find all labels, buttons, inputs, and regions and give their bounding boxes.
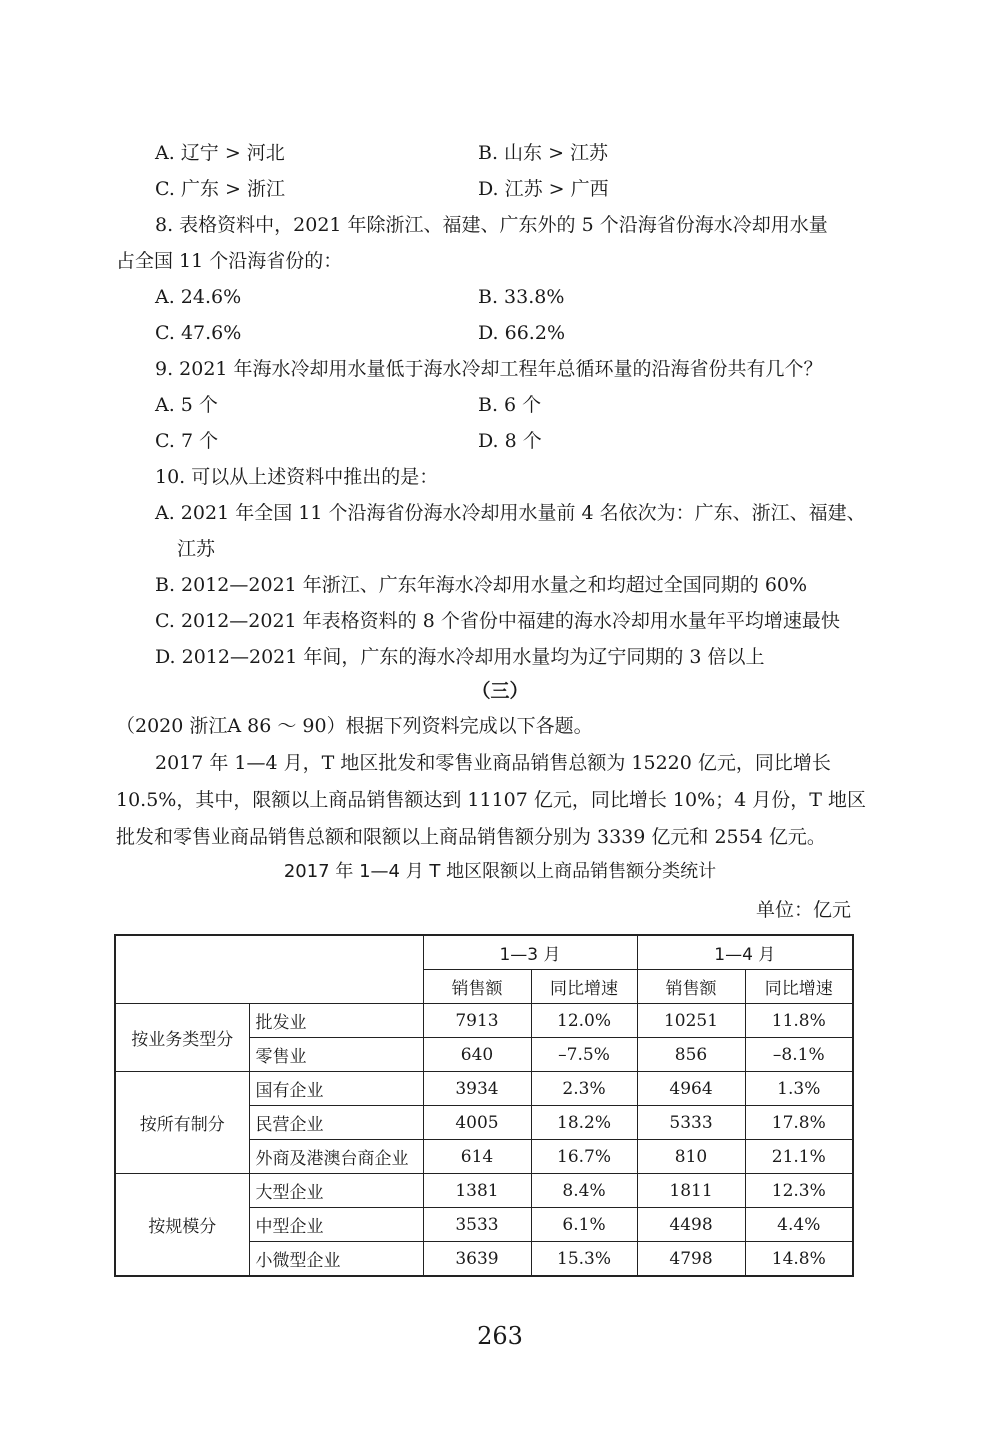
cell-growth-q1: 6.1% bbox=[531, 1208, 637, 1242]
q10-option-d: D. 2012—2021 年间，广东的海水冷却用水量均为辽宁同期的 3 倍以上 bbox=[155, 646, 765, 668]
cell-sales-q1: 4005 bbox=[423, 1106, 531, 1140]
q7-option-d: D. 江苏 > 广西 bbox=[478, 178, 609, 200]
q10-option-c: C. 2012—2021 年表格资料的 8 个省份中福建的海水冷却用水量年平均增速最快 bbox=[155, 610, 840, 632]
header-growth: 同比增速 bbox=[745, 970, 853, 1004]
cell-growth-apr: –8.1% bbox=[745, 1038, 853, 1072]
table-unit: 单位：亿元 bbox=[755, 899, 851, 921]
row-label: 国有企业 bbox=[249, 1072, 423, 1106]
group-label: 按规模分 bbox=[115, 1174, 249, 1277]
cell-sales-q1: 3533 bbox=[423, 1208, 531, 1242]
cell-growth-apr: 14.8% bbox=[745, 1242, 853, 1277]
q10-option-a-line2: 江苏 bbox=[177, 538, 216, 560]
cell-growth-q1: 8.4% bbox=[531, 1174, 637, 1208]
header-sales: 销售额 bbox=[637, 970, 745, 1004]
row-label: 外商及港澳台商企业 bbox=[249, 1140, 423, 1174]
cell-sales-apr: 5333 bbox=[637, 1106, 745, 1140]
cell-sales-apr: 4964 bbox=[637, 1072, 745, 1106]
q9-option-d: D. 8 个 bbox=[478, 430, 542, 452]
cell-growth-q1: 15.3% bbox=[531, 1242, 637, 1277]
q9-option-a: A. 5 个 bbox=[155, 394, 218, 416]
cell-sales-apr: 4498 bbox=[637, 1208, 745, 1242]
q8-stem-line1: 8. 表格资料中，2021 年除浙江、福建、广东外的 5 个沿海省份海水冷却用水量 bbox=[155, 214, 828, 236]
q10-option-b: B. 2012—2021 年浙江、广东年海水冷却用水量之和均超过全国同期的 60% bbox=[155, 574, 808, 596]
page-number: 263 bbox=[477, 1322, 523, 1350]
cell-growth-apr: 11.8% bbox=[745, 1004, 853, 1038]
section-heading: （三） bbox=[471, 680, 529, 702]
cell-growth-q1: 18.2% bbox=[531, 1106, 637, 1140]
cell-growth-q1: 16.7% bbox=[531, 1140, 637, 1174]
cell-sales-apr: 810 bbox=[637, 1140, 745, 1174]
row-label: 小微型企业 bbox=[249, 1242, 423, 1277]
q7-option-b: B. 山东 > 江苏 bbox=[478, 142, 609, 164]
header-sales: 销售额 bbox=[423, 970, 531, 1004]
q9-option-b: B. 6 个 bbox=[478, 394, 542, 416]
q8-option-c: C. 47.6% bbox=[155, 322, 242, 344]
header-period-1-4: 1—4 月 bbox=[637, 935, 853, 970]
row-label: 零售业 bbox=[249, 1038, 423, 1072]
table-corner bbox=[115, 935, 423, 1004]
q9-stem: 9. 2021 年海水冷却用水量低于海水冷却工程年总循环量的沿海省份共有几个？ bbox=[155, 358, 823, 380]
header-growth: 同比增速 bbox=[531, 970, 637, 1004]
cell-sales-q1: 3934 bbox=[423, 1072, 531, 1106]
cell-sales-q1: 640 bbox=[423, 1038, 531, 1072]
section-para-line2: 10.5%，其中，限额以上商品销售额达到 11107 亿元，同比增长 10%；4 月份，T 地区 bbox=[116, 789, 866, 811]
cell-sales-q1: 7913 bbox=[423, 1004, 531, 1038]
q8-stem-line2: 占全国 11 个沿海省份的： bbox=[116, 250, 343, 272]
cell-growth-q1: –7.5% bbox=[531, 1038, 637, 1072]
q10-option-a-line1: A. 2021 年全国 11 个沿海省份海水冷却用水量前 4 名依次为：广东、浙江、福建、 bbox=[155, 502, 866, 524]
q8-option-a: A. 24.6% bbox=[155, 286, 242, 308]
row-label: 中型企业 bbox=[249, 1208, 423, 1242]
row-label: 民营企业 bbox=[249, 1106, 423, 1140]
cell-sales-q1: 3639 bbox=[423, 1242, 531, 1277]
q7-option-a: A. 辽宁 > 河北 bbox=[155, 142, 285, 164]
cell-sales-apr: 4798 bbox=[637, 1242, 745, 1277]
cell-sales-apr: 10251 bbox=[637, 1004, 745, 1038]
sales-table bbox=[114, 934, 854, 1277]
section-para-line1: 2017 年 1—4 月，T 地区批发和零售业商品销售总额为 15220 亿元，同比增长 bbox=[155, 752, 831, 774]
cell-growth-q1: 12.0% bbox=[531, 1004, 637, 1038]
table-title: 2017 年 1—4 月 T 地区限额以上商品销售额分类统计 bbox=[283, 861, 717, 882]
section-source: （2020 浙江A 86 ～ 90）根据下列资料完成以下各题。 bbox=[116, 715, 593, 737]
section-para-line3: 批发和零售业商品销售总额和限额以上商品销售额分别为 3339 亿元和 2554 亿元。 bbox=[116, 826, 826, 848]
cell-sales-apr: 856 bbox=[637, 1038, 745, 1072]
table-row bbox=[115, 1174, 853, 1208]
row-label: 大型企业 bbox=[249, 1174, 423, 1208]
q8-option-d: D. 66.2% bbox=[478, 322, 565, 344]
cell-growth-apr: 21.1% bbox=[745, 1140, 853, 1174]
cell-sales-q1: 614 bbox=[423, 1140, 531, 1174]
cell-sales-apr: 1811 bbox=[637, 1174, 745, 1208]
cell-growth-apr: 1.3% bbox=[745, 1072, 853, 1106]
table-row bbox=[115, 1072, 853, 1106]
cell-sales-q1: 1381 bbox=[423, 1174, 531, 1208]
cell-growth-q1: 2.3% bbox=[531, 1072, 637, 1106]
group-label: 按所有制分 bbox=[115, 1072, 249, 1174]
q7-option-c: C. 广东 > 浙江 bbox=[155, 178, 285, 200]
group-label: 按业务类型分 bbox=[115, 1004, 249, 1072]
q9-option-c: C. 7 个 bbox=[155, 430, 219, 452]
header-period-1-3: 1—3 月 bbox=[423, 935, 637, 970]
q10-stem: 10. 可以从上述资料中推出的是： bbox=[155, 466, 439, 488]
q8-option-b: B. 33.8% bbox=[478, 286, 565, 308]
row-label: 批发业 bbox=[249, 1004, 423, 1038]
cell-growth-apr: 17.8% bbox=[745, 1106, 853, 1140]
table-row bbox=[115, 1004, 853, 1038]
cell-growth-apr: 12.3% bbox=[745, 1174, 853, 1208]
cell-growth-apr: 4.4% bbox=[745, 1208, 853, 1242]
